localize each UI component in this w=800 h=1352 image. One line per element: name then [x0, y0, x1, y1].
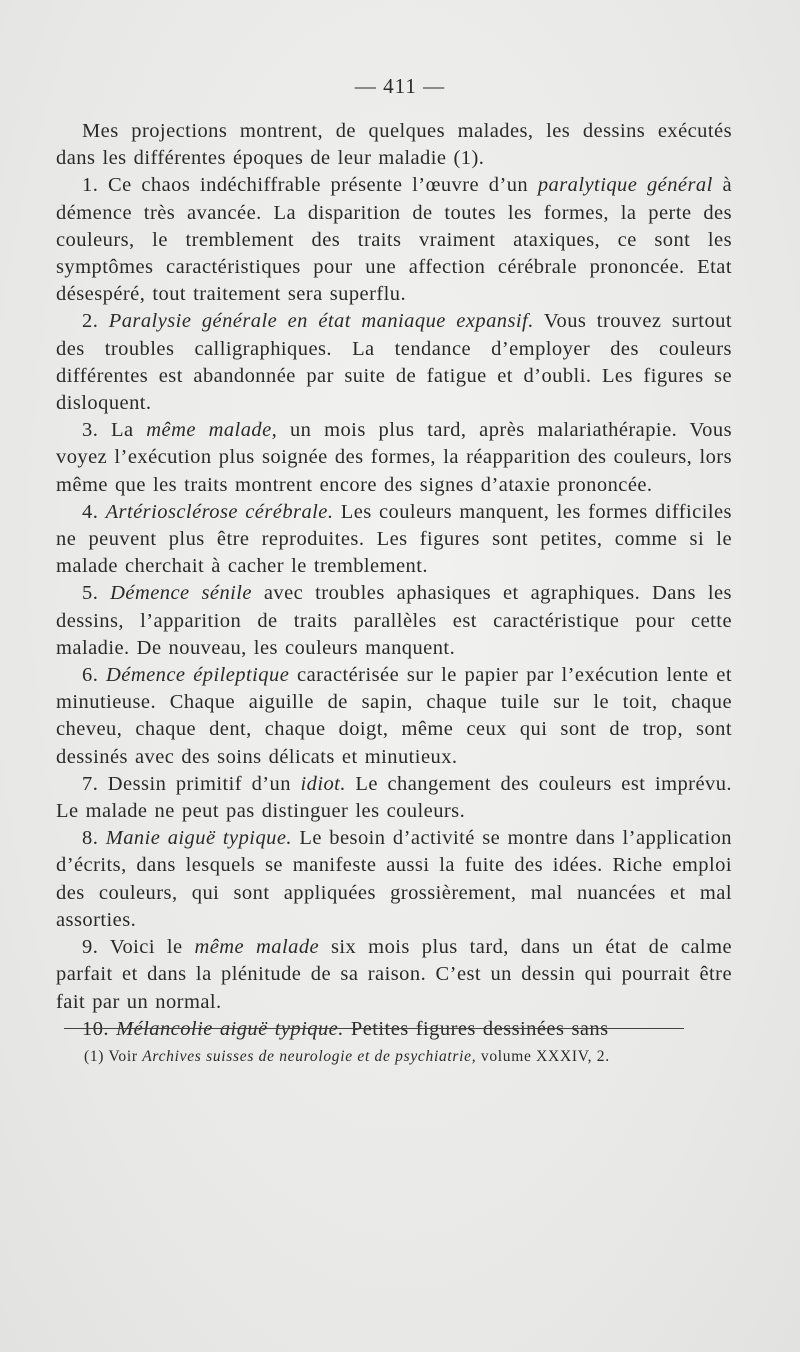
item-paragraph [56, 825, 732, 934]
item-post: caractérisée sur le papier par l’exécution lente et minutieuse. Chaque aiguille de sapin, chaque tuile sur le toit, chaque cheveu, chaque dent, chaque doigt, même ceux qui sont de trop, sont dessinés avec des soins délicats et minutieux. [56, 664, 732, 768]
item-paragraph [56, 308, 732, 417]
item-n: 7. [82, 772, 108, 795]
page-number: — 411 — [354, 74, 446, 98]
item-italic: Démence épileptique [106, 664, 290, 687]
item-n: 3. [82, 419, 112, 442]
footnote-rule [64, 1028, 684, 1029]
item-italic: même malade, [146, 419, 278, 442]
item-n: 6. [82, 664, 107, 687]
item-post: Petites figures dessinées sans [343, 1017, 609, 1040]
item-italic: paralytique général [537, 174, 713, 197]
item-italic: même malade [194, 936, 320, 959]
item-post: à démence très avancée. La disparition de toutes les formes, la perte des couleurs, le tremblement des traits vraiment ataxiques, ce sont les symptômes caractéristiques pour une affection cérébrale prononcée. Etat désespéré, tout traitement sera superflu. [56, 174, 733, 306]
item-italic: idiot. [300, 772, 346, 795]
item-n: 2. [82, 310, 109, 333]
item-italic: Artériosclérose cérébrale. [105, 500, 334, 523]
item-italic: Manie aiguë typique. [105, 827, 292, 850]
footnote [56, 1048, 720, 1065]
item-post: avec troubles aphasiques et agraphiques. Dans les dessins, l’apparition de traits parallèles est caractéristique pour cette maladie. De nouveau, les couleurs manquent. [56, 582, 732, 659]
item-pre: Voici le [109, 936, 195, 959]
item-list [56, 172, 732, 1043]
item-paragraph [56, 417, 732, 499]
item-post: Les couleurs manquent, les formes difficiles ne peuvent plus être reproduites. Les figures sont petites, comme si le malade cherchait à cacher le tremblement. [56, 500, 732, 578]
item-paragraph [56, 1016, 732, 1043]
footnote-rest: volume XXXIV, 2. [476, 1048, 610, 1065]
item-post: Le besoin d’activité se montre dans l’application d’écrits, dans lesquels se manifeste aussi la fuite des idées. Riche emploi des couleurs, qui sont appliquées grossièrement, mal nuancées et mal assorties. [56, 827, 732, 931]
item-italic: Paralysie générale en état maniaque expansif. [108, 310, 534, 333]
item-post: six mois plus tard, dans un état de calme parfait et dans la plénitude de sa raison. C’est un dessin qui pourrait être fait par un normal. [56, 936, 733, 1013]
item-paragraph [56, 580, 732, 662]
item-italic: Mélancolie aiguë typique. [116, 1017, 344, 1040]
item-n: 10. [82, 1017, 117, 1040]
item-pre: Ce chaos indéchiffrable présente l’œuvre d’un [107, 174, 538, 197]
item-post: Vous trouvez surtout des troubles calligraphiques. La tendance d’employer des couleurs différentes est abandonnée par suite de fatigue et d’oubli. Les figures se disloquent. [56, 310, 732, 415]
item-n: 4. [82, 500, 106, 523]
item-paragraph [56, 499, 732, 581]
item-post: un mois plus tard, après malariathérapie. Vous voyez l’exécution plus soignée des formes, la réapparition des couleurs, lors même que les traits montrent encore des signes d’ataxie prononcée. [56, 419, 732, 496]
footnote-mark: (1) Voir [84, 1048, 143, 1065]
item-n: 1. [82, 174, 108, 197]
item-paragraph [56, 172, 732, 308]
intro-paragraph: Mes projections montrent, de quelques malades, les dessins exécutés dans les différentes époques de leur maladie (1). [56, 120, 732, 170]
item-n: 9. [82, 936, 110, 959]
item-pre: Dessin primitif d’un [107, 772, 301, 795]
item-pre: La [111, 419, 147, 442]
item-paragraph [56, 662, 732, 771]
item-italic: Démence sénile [110, 582, 252, 605]
item-n: 5. [82, 582, 111, 605]
footnote-title: Archives suisses de neurologie et de psychiatrie, [142, 1048, 477, 1065]
item-post: Le changement des couleurs est imprévu. Le malade ne peut pas distinguer les couleurs. [56, 772, 732, 823]
item-n: 8. [82, 827, 106, 850]
body-text [56, 118, 732, 1043]
item-paragraph [56, 934, 732, 1016]
item-paragraph [56, 771, 732, 825]
